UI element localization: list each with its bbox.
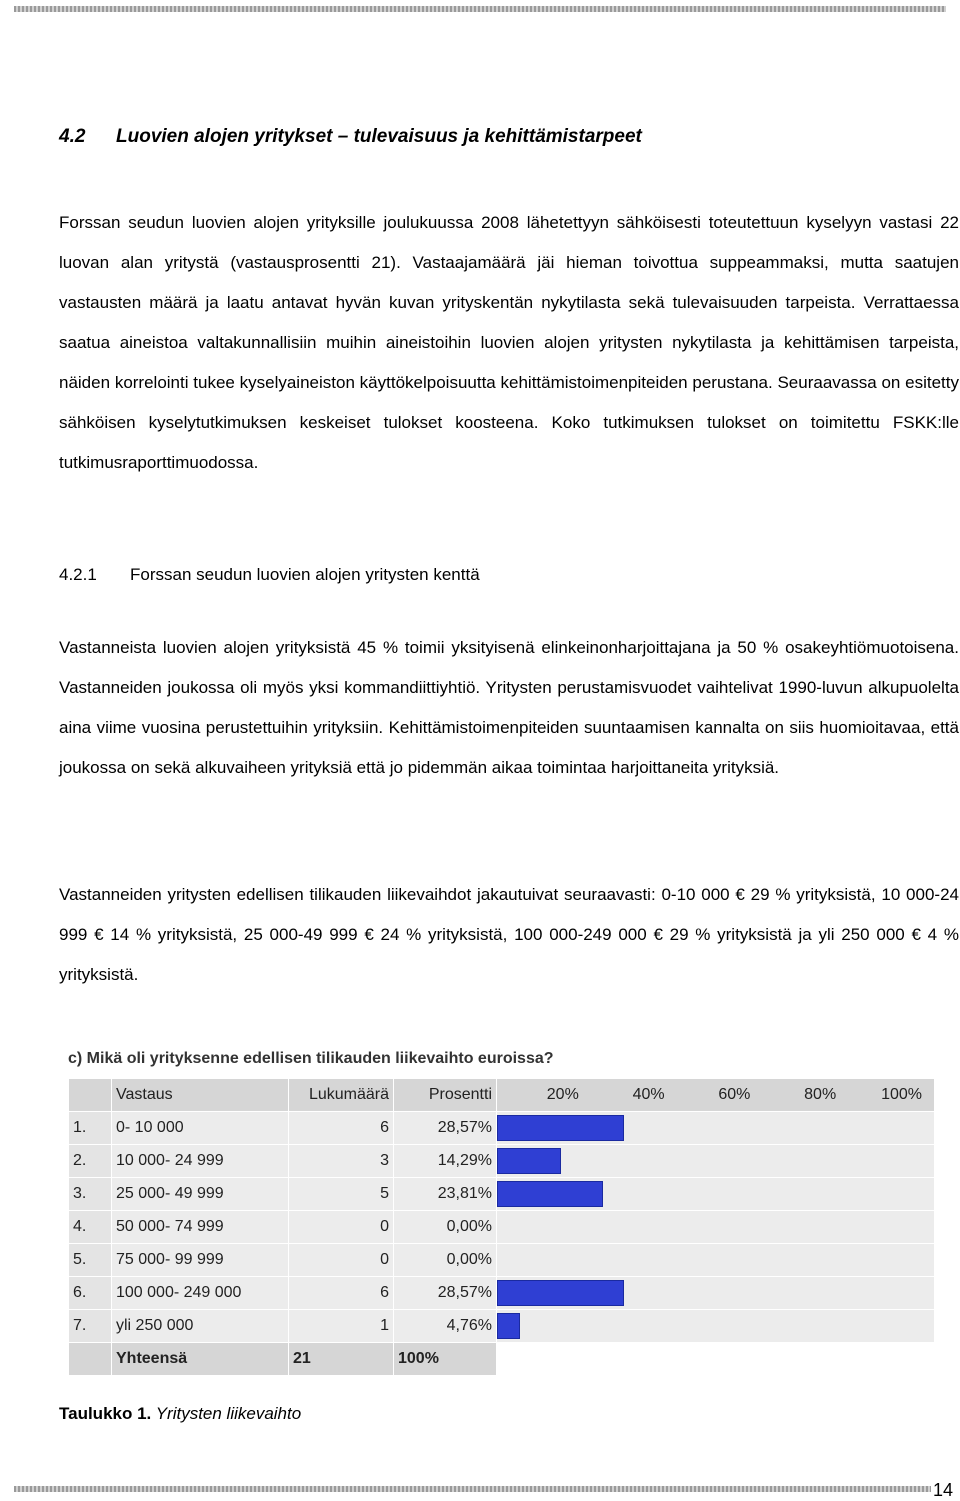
- row-bar-cell: [497, 1112, 935, 1145]
- table-header-row: [69, 1079, 935, 1112]
- row-answer: 75 000- 99 999: [112, 1244, 289, 1277]
- caption-label: Taulukko 1.: [59, 1404, 152, 1423]
- row-index: 1.: [69, 1112, 112, 1145]
- row-index: 2.: [69, 1145, 112, 1178]
- percent-bar: [497, 1280, 624, 1306]
- paragraph-turnover: Vastanneiden yritysten edellisen tilikauden liikevaihdot jakautuivat seuraavasti: 0-10 000 € 29 % yrityksistä, 10 000-24 999 € 14 % yrityksistä, 25 000-49 999 € 24 % yrityksistä, 100 000-249 000 € 29 % yrityksistä ja yli 250 000 € 4 % yrityksistä.: [59, 885, 959, 984]
- row-bar-cell: [497, 1178, 935, 1211]
- survey-table-image: [68, 1050, 948, 1376]
- header-percent: Prosentti: [394, 1079, 497, 1112]
- row-answer: 0- 10 000: [112, 1112, 289, 1145]
- table-row: [69, 1277, 935, 1310]
- subsection-title: Forssan seudun luovien alojen yritysten kenttä: [130, 565, 480, 584]
- row-percent: 23,81%: [394, 1178, 497, 1211]
- subsection-number: 4.2.1: [59, 565, 97, 584]
- paragraph-intro: Forssan seudun luovien alojen yrityksille joulukuussa 2008 lähetettyyn sähköisesti toteutettuun kyselyyn vastasi 22 luovan alan yritystä (vastausprosentti 21). Vastaajamäärä jäi hieman toivottua suppeammaksi, mutta saatujen vastausten määrä ja laatu antavat hyvän kuvan yrityskentän nykytilasta sekä tulevaisuuden tarpeista. Verrattaessa saatua aineistoa valtakunnallisiin muihin aineistoihin luovien alojen yritysten nykytilasta ja kehittämisen tarpeista, näiden korrelointi tukee kyselyaineiston käyttökelpoisuutta kehittämistoimenpiteiden perustana. Seuraavassa on esitetty sähköisen kyselytutkimuksen keskeiset tulokset koosteena. Koko tutkimuksen tulokset on toimitettu FSKK:lle tutkimusraporttimuodossa.: [59, 213, 959, 472]
- row-answer: yli 250 000: [112, 1310, 289, 1343]
- section-number: 4.2: [59, 126, 86, 147]
- total-label: Yhteensä: [112, 1343, 289, 1376]
- row-index: 5.: [69, 1244, 112, 1277]
- scale-tick: 60%: [718, 1086, 751, 1103]
- table-row: [69, 1178, 935, 1211]
- row-bar-cell: [497, 1244, 935, 1277]
- row-percent: 28,57%: [394, 1277, 497, 1310]
- bottom-rule: [14, 1486, 946, 1492]
- row-count: 6: [289, 1277, 394, 1310]
- row-bar-cell: [497, 1277, 935, 1310]
- table-total-row: [69, 1343, 935, 1376]
- row-count: 0: [289, 1244, 394, 1277]
- section-title: Luovien alojen yritykset – tulevaisuus ja kehittämistarpeet: [116, 126, 642, 147]
- row-index: 6.: [69, 1277, 112, 1310]
- row-count: 3: [289, 1145, 394, 1178]
- row-percent: 0,00%: [394, 1244, 497, 1277]
- percent-bar: [497, 1313, 520, 1339]
- row-count: 5: [289, 1178, 394, 1211]
- top-rule: [14, 6, 946, 12]
- page-number: 14: [932, 1480, 953, 1500]
- table-row: [69, 1145, 935, 1178]
- total-percent: 100%: [394, 1343, 497, 1376]
- row-answer: 10 000- 24 999: [112, 1145, 289, 1178]
- table-caption: [59, 1404, 301, 1424]
- percent-bar: [497, 1148, 561, 1174]
- subsection-heading: [59, 565, 480, 585]
- row-index: 4.: [69, 1211, 112, 1244]
- section-heading: [59, 126, 642, 148]
- row-index: 3.: [69, 1178, 112, 1211]
- scale-tick: 100%: [881, 1086, 922, 1103]
- header-scale: [497, 1079, 935, 1112]
- row-answer: 25 000- 49 999: [112, 1178, 289, 1211]
- row-bar-cell: [497, 1211, 935, 1244]
- percent-bar: [497, 1115, 624, 1141]
- row-bar-cell: [497, 1310, 935, 1343]
- row-percent: 28,57%: [394, 1112, 497, 1145]
- caption-text: Yritysten liikevaihto: [155, 1404, 302, 1423]
- row-percent: 4,76%: [394, 1310, 497, 1343]
- row-percent: 14,29%: [394, 1145, 497, 1178]
- scale-tick: 20%: [546, 1086, 579, 1103]
- table-row: [69, 1211, 935, 1244]
- table-row: [69, 1244, 935, 1277]
- header-count: Lukumäärä: [289, 1079, 394, 1112]
- row-count: 0: [289, 1211, 394, 1244]
- scale-tick: 80%: [804, 1086, 837, 1103]
- row-answer: 50 000- 74 999: [112, 1211, 289, 1244]
- row-percent: 0,00%: [394, 1211, 497, 1244]
- survey-question: c) Mikä oli yrityksenne edellisen tilikauden liikevaihto euroissa?: [68, 1050, 554, 1067]
- paragraph-company-forms: Vastanneista luovien alojen yrityksistä 45 % toimii yksityisenä elinkeinonharjoittajana ja 50 % osakeyhtiömuotoisena. Vastanneiden joukossa oli myös yksi kommandiittiyhtiö. Yritysten perustamisvuodet vaihtelivat 1990-luvun alkupuolelta aina viime vuosina perustettuihin yrityksiin. Kehittämistoimenpiteiden suuntaamisen kannalta on siis huomioitavaa, että joukossa on sekä alkuvaiheen yrityksiä että jo pidemmän aikaa toimintaa harjoittaneita yrityksiä.: [59, 638, 959, 777]
- row-count: 1: [289, 1310, 394, 1343]
- header-index: [69, 1079, 112, 1112]
- row-bar-cell: [497, 1145, 935, 1178]
- percent-bar: [497, 1181, 603, 1207]
- survey-results-table: [68, 1078, 935, 1376]
- total-count: 21: [289, 1343, 394, 1376]
- header-answer: Vastaus: [112, 1079, 289, 1112]
- row-answer: 100 000- 249 000: [112, 1277, 289, 1310]
- row-index: 7.: [69, 1310, 112, 1343]
- table-row: [69, 1310, 935, 1343]
- table-row: [69, 1112, 935, 1145]
- scale-tick: 40%: [632, 1086, 665, 1103]
- row-count: 6: [289, 1112, 394, 1145]
